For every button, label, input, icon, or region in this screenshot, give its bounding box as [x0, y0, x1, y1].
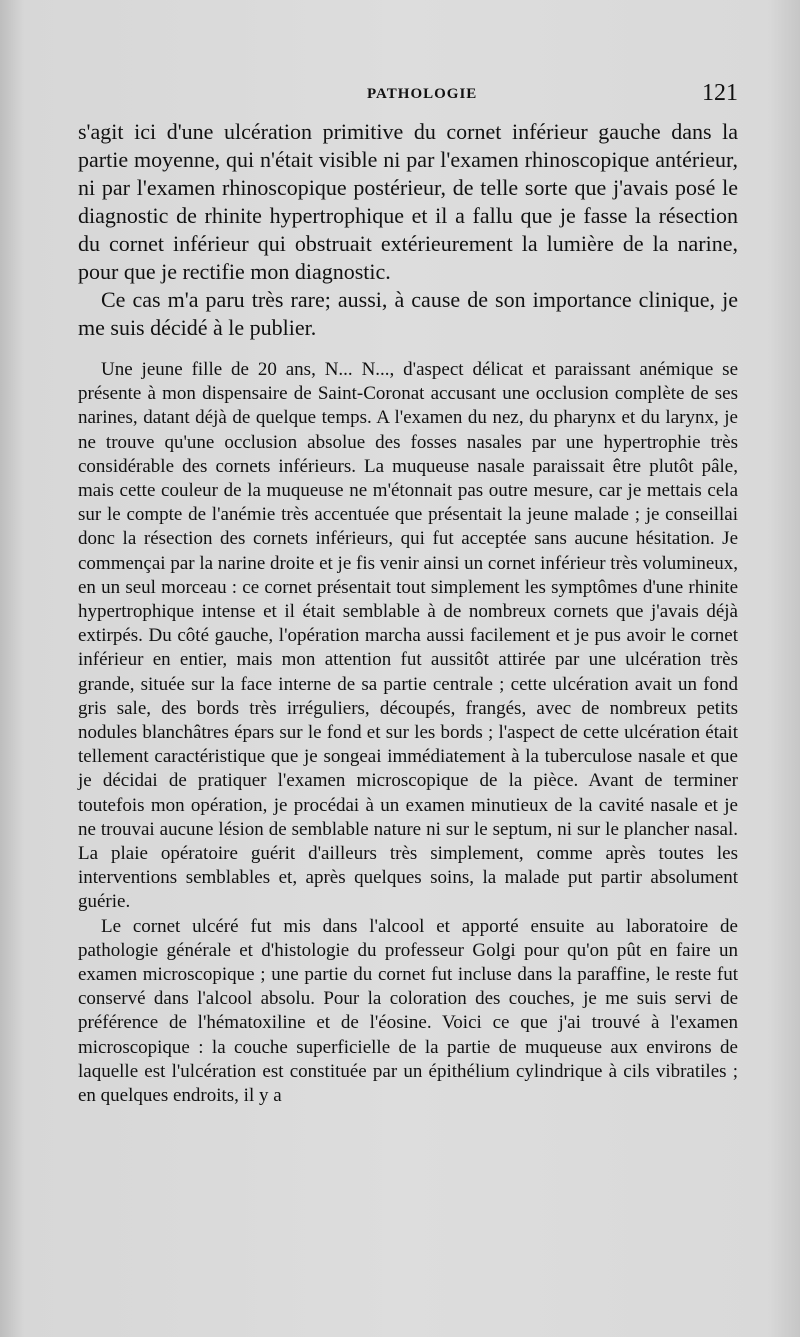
- intro-paragraph-1: s'agit ici d'une ulcération primitive du cornet inférieur gauche dans la partie moyenne, qui n'était visible ni par l'examen rhinoscopique antérieur, ni par l'examen rhinoscopique postérieur, de telle sorte que j'avais posé le diagnostic de rhinite hypertrophique et il a fallu que je fasse la résection du cornet inférieur qui obstruait extérieurement la lumière de la narine, pour que je rectifie mon diagnostic.: [78, 119, 738, 284]
- intro-paragraph-2: Ce cas m'a paru très rare; aussi, à cause de son importance clinique, je me suis décidé à le publier.: [78, 287, 738, 340]
- case-paragraph-2: Le cornet ulcéré fut mis dans l'alcool et apporté ensuite au laboratoire de pathologie générale et d'histologie du professeur Golgi pour qu'on pût en faire un examen microscopique ; une partie du cornet fut incluse dans la paraffine, le reste fut conservé dans l'alcool absolu. Pour la coloration des couches, je me suis servi de préférence de l'hématoxiline et de l'éosine. Voici ce que j'ai trouvé à l'examen microscopique : la couche superficielle de la partie de muqueuse aux environs de laquelle est l'ulcération est constituée par un épithélium cylindrique à cils vibratiles ; en quelques endroits, il y a: [78, 915, 738, 1107]
- page-header: [0, 80, 800, 114]
- page-number: 121: [702, 80, 738, 106]
- running-title: PATHOLOGIE: [367, 86, 478, 102]
- case-report: [78, 358, 738, 1108]
- case-paragraph-1: Une jeune fille de 20 ans, N... N..., d'aspect délicat et paraissant anémique se présente à mon dispensaire de Saint-Coronat accusant une occlusion complète de ses narines, datant déjà de quelque temps. A l'examen du nez, du pharynx et du larynx, je ne trouve qu'une occlusion absolue des fosses nasales par une hypertrophie très considérable des cornets inférieurs. La muqueuse nasale paraissait être plutôt pâle, mais cette couleur de la muqueuse ne m'étonnait pas outre mesure, car je mettais cela sur le compte de l'anémie très accentuée que présentait la jeune malade ; je conseillai donc la résection des cornets inférieurs, qui fut acceptée sans aucune hésitation. Je commençai par la narine droite et je fis venir ainsi un cornet inférieur très volumineux, en un seul morceau : ce cornet présentait tout simplement les symptômes d'une rhinite hypertrophique intense et il était semblable à de nombreux cornets que j'avais déjà extirpés. Du côté gauche, l'opération marcha aussi facilement et je pus avoir le cornet inférieur en entier, mais mon attention fut aussitôt attirée par une ulcération très grande, située sur la face interne de sa partie centrale ; cette ulcération avait un fond gris sale, des bords très irréguliers, découpés, frangés, avec de nombreux petits nodules blanchâtres épars sur le fond et sur les bords ; l'aspect de cette ulcération était tellement caractéristique que je songeai immédiatement à la tuberculose nasale et que je décidai de pratiquer l'examen microscopique de la pièce. Avant de terminer toutefois mon opération, je procédai à un examen minutieux de la cavité nasale et je ne trouvai aucune lésion de semblable nature ni sur le septum, ni sur le plancher nasal. La plaie opératoire guérit d'ailleurs très simplement, comme après toutes les interventions semblables et, après quelques soins, la malade put partir absolument guérie.: [78, 359, 739, 913]
- page-body: [78, 118, 738, 1108]
